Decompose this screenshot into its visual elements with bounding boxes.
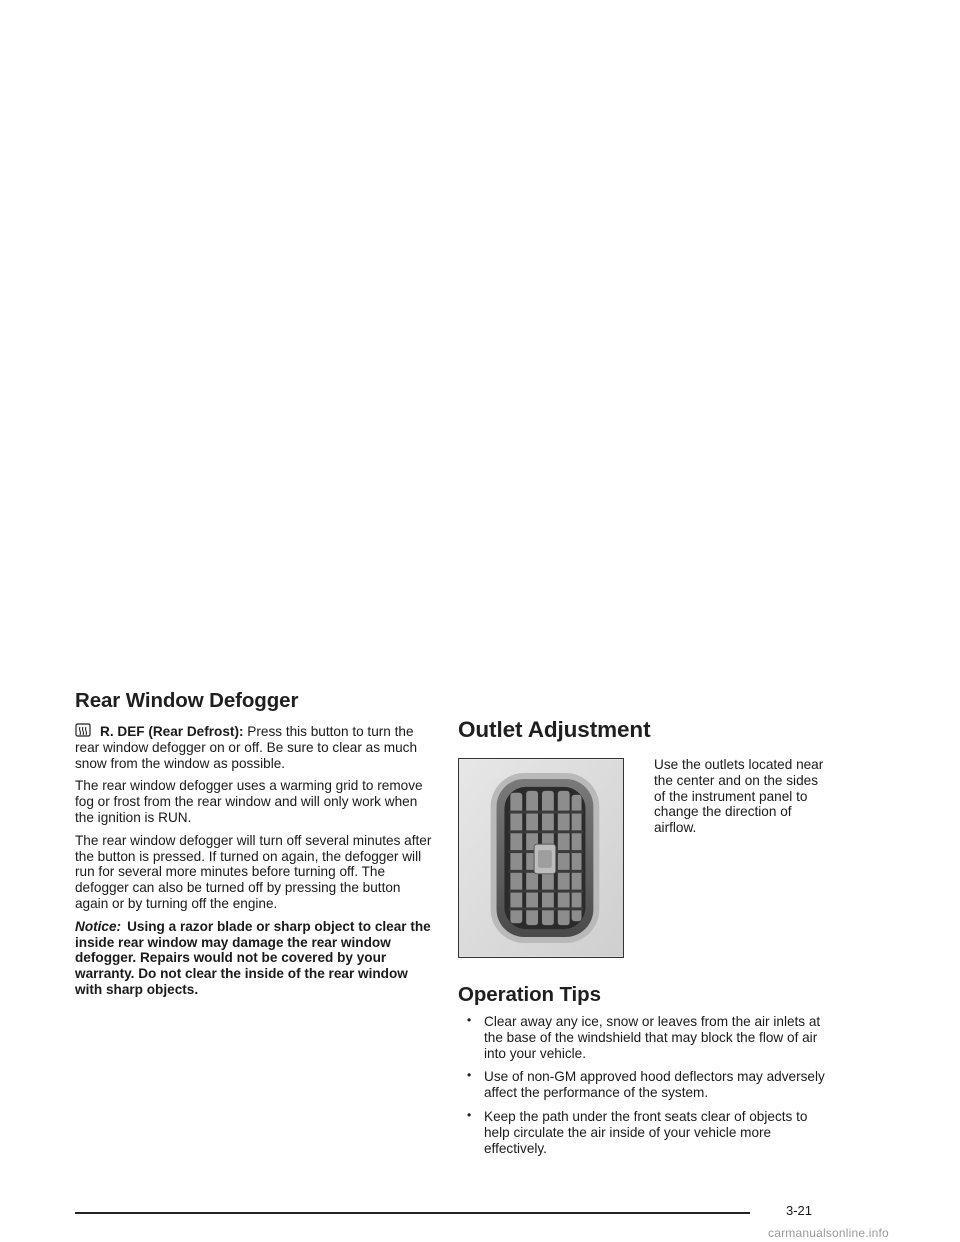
notice-paragraph [75,919,437,998]
defogger-paragraph: The rear window defogger will turn off several minutes after the button is pressed. If turned on again, the defogger will run for several more minutes before turning off. The defogger can also be turned off by pressing the button again or by turning off the engine. [75,832,432,911]
defogger-paragraph: The rear window defogger uses a warming grid to remove fog or frost from the rear window and will only work when the ignition is RUN. [75,778,423,825]
list-item: • Clear away any ice, snow or leaves from the air inlets at the base of the windshield that may block the flow of air into your vehicle. [467,1013,821,1061]
rear-defrost-icon [75,723,91,737]
section-heading-outlet-adjustment: Outlet Adjustment [458,717,651,742]
list-item: • Keep the path under the front seats clear of objects to help circulate the air inside of your vehicle more effectively. [467,1107,808,1156]
air-vent-photo [458,758,624,958]
list-item: • Use of non-GM approved hood deflectors may adversely affect the performance of the system. [467,1068,825,1101]
defrost-term: R. DEF (Rear Defrost): [100,724,244,739]
notice-label: Notice: [75,918,122,934]
section-heading-operation-tips: Operation Tips [458,983,601,1006]
outlet-description: Use the outlets located near the center and on the sides of the instrument panel to change the direction of airflow. [654,757,824,836]
bullet-icon: • [467,1068,472,1083]
section-heading-rear-window-defogger: Rear Window Defogger [75,689,299,712]
rear-defogger-section [75,688,437,1005]
right-column [458,716,828,1164]
operation-tips-list [458,1014,828,1156]
watermark: carmanualsonline.info [768,1226,889,1240]
defrost-intro-paragraph [75,723,437,771]
bullet-icon: • [467,1107,472,1122]
bullet-icon: • [467,1013,472,1027]
footer-rule [75,1212,750,1214]
notice-text: Using a razor blade or sharp object to clear the inside rear window may damage the rear window defogger. Repairs would not be covered by your warranty. Do not clear the inside of the rear window with sharp objects. [75,918,431,997]
outlet-row [458,758,828,958]
page-number: 3-21 [786,1203,813,1218]
defrost-intro-text: Press this button to turn the rear window defogger on or off. Be sure to clear as much snow from the window as possible. [75,724,418,771]
